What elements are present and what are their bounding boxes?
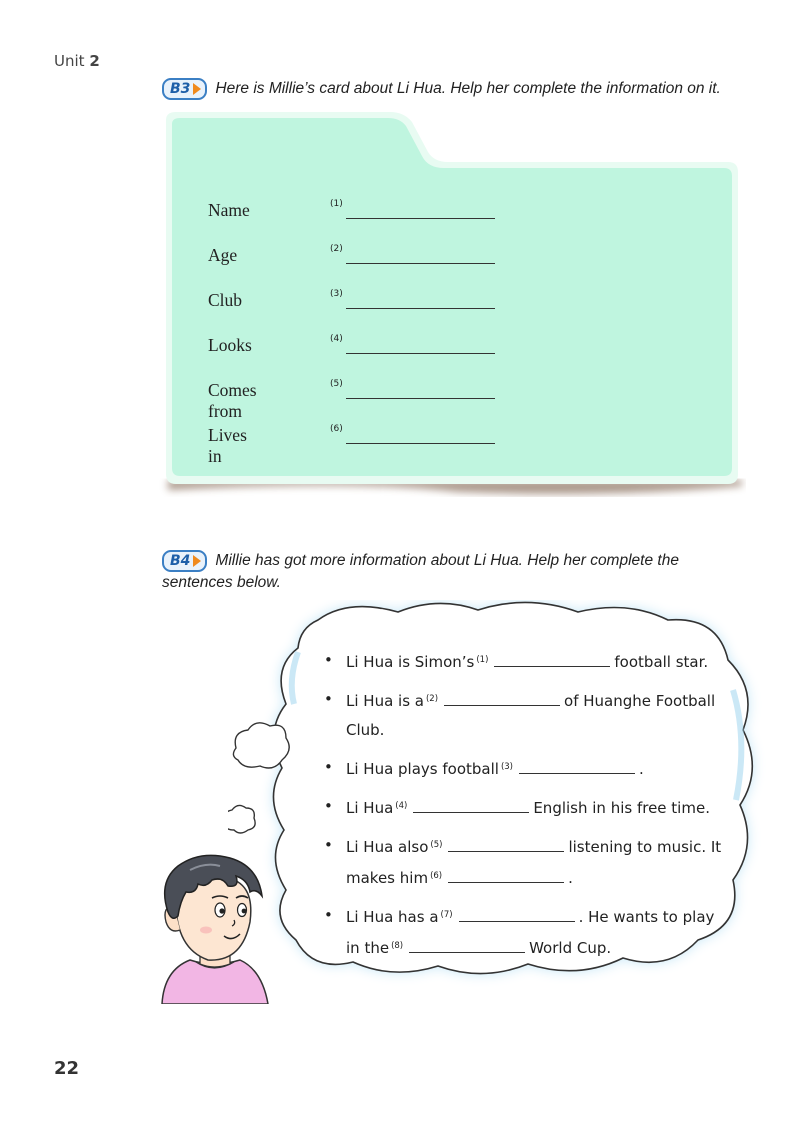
blank-number: (6)	[430, 871, 443, 881]
answer-blank[interactable]	[444, 693, 560, 706]
answer-blank[interactable]	[346, 263, 495, 264]
sentence-text: Li Hua is a	[346, 692, 424, 710]
unit-word: Unit	[54, 52, 85, 70]
blank-number: (3)	[500, 762, 513, 772]
field-number: (5)	[330, 379, 343, 389]
answer-blank[interactable]	[459, 909, 575, 922]
b3-tag-label: B3	[170, 81, 191, 97]
b3-tag	[162, 78, 207, 100]
field-label: Age	[208, 245, 238, 265]
unit-heading	[54, 52, 100, 70]
field-label: Lives in	[208, 425, 247, 466]
answer-blank[interactable]	[346, 398, 495, 399]
play-arrow-icon	[193, 555, 201, 567]
field-number: (4)	[330, 334, 343, 344]
sentence-text: English in his free time.	[533, 799, 710, 817]
answer-blank[interactable]	[346, 218, 495, 219]
blank-number: (7)	[440, 910, 453, 920]
sentence-item	[322, 646, 732, 677]
answer-blank[interactable]	[448, 839, 564, 852]
field-number: (2)	[330, 244, 343, 254]
sentence-text: World Cup.	[529, 939, 612, 957]
field-label: Club	[208, 290, 243, 310]
sentence-text: listening to music. It makes him	[346, 838, 722, 887]
sentence-text: Li Hua is Simon’s	[346, 653, 475, 671]
b4-tag-label: B4	[170, 553, 191, 569]
answer-blank[interactable]	[346, 308, 495, 309]
sentence-item	[322, 792, 732, 823]
answer-blank[interactable]	[346, 443, 495, 444]
sentence-list	[322, 646, 732, 971]
blank-number: (8)	[391, 941, 404, 951]
field-number: (3)	[330, 289, 343, 299]
sentence-item	[322, 901, 732, 963]
blank-number: (5)	[430, 840, 443, 850]
b4-instruction-text: Millie has got more information about Li Hua. Help her complete the sentences below.	[162, 552, 679, 592]
sentence-text: Li Hua	[346, 799, 394, 817]
boy-illustration	[150, 852, 280, 1004]
b4-tag	[162, 550, 207, 572]
unit-number: 2	[89, 52, 100, 70]
answer-blank[interactable]	[448, 870, 564, 883]
field-label: Comes from	[208, 380, 257, 421]
sentence-item	[322, 685, 732, 745]
field-label: Name	[208, 200, 250, 220]
info-card	[158, 112, 746, 498]
sentence-item	[322, 831, 732, 893]
answer-blank[interactable]	[409, 940, 525, 953]
page-number: 22	[54, 1058, 80, 1079]
field-number: (6)	[330, 424, 343, 434]
field-number: (1)	[330, 199, 343, 209]
sentence-text: Li Hua has a	[346, 908, 439, 926]
b4-instruction	[162, 550, 722, 594]
b3-instruction-text: Here is Millie’s card about Li Hua. Help her complete the information on it.	[215, 80, 721, 98]
blank-number: (4)	[395, 801, 408, 811]
b3-instruction	[162, 78, 762, 100]
sentence-text: .	[639, 760, 644, 778]
answer-blank[interactable]	[346, 353, 495, 354]
field-label: Looks	[208, 335, 252, 355]
blank-number: (1)	[476, 655, 489, 665]
sentence-text: . He wants to play in the	[346, 908, 715, 957]
answer-blank[interactable]	[494, 654, 610, 667]
sentence-text: of Huanghe Football Club.	[346, 692, 716, 739]
sentence-item	[322, 753, 732, 784]
answer-blank[interactable]	[413, 800, 529, 813]
sentence-text: Li Hua also	[346, 838, 429, 856]
sentence-text: .	[568, 869, 573, 887]
sentence-text: football star.	[614, 653, 709, 671]
play-arrow-icon	[193, 83, 201, 95]
sentence-text: Li Hua plays football	[346, 760, 499, 778]
blank-number: (2)	[425, 694, 439, 704]
answer-blank[interactable]	[519, 761, 635, 774]
